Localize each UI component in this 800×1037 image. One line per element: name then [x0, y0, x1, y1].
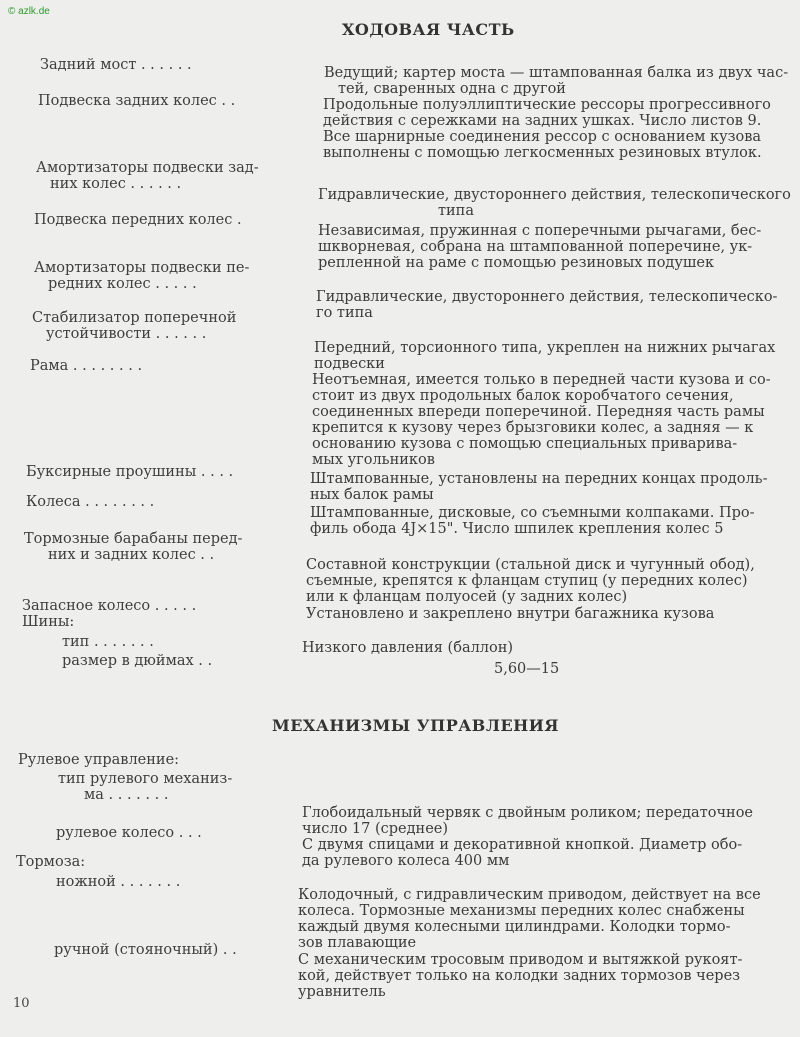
text-line: Тормозные барабаны перед-	[24, 531, 243, 547]
spec-definition	[324, 65, 788, 97]
spec-definition	[298, 887, 761, 951]
text-line: го типа	[316, 305, 373, 321]
spec-definition	[310, 471, 767, 503]
spec-term	[16, 854, 85, 870]
text-line: Гидравлические, двустороннего действия, телескопического	[318, 187, 791, 203]
spec-definition	[298, 952, 742, 1000]
text-line: каждый двумя колесными цилиндрами. Колодки тормо-	[298, 919, 731, 935]
text-line: Неотъемная, имеется только в передней части кузова и со-	[312, 372, 771, 388]
text-line: тей, сваренных одна с другой	[338, 81, 566, 97]
text-line: филь обода 4J×15". Число шпилек крепления колес 5	[310, 521, 724, 537]
text-line: С механическим тросовым приводом и вытяжкой рукоят-	[298, 952, 743, 968]
spec-term	[62, 634, 154, 650]
text-line: размер в дюймах . .	[62, 653, 213, 669]
text-line: редних колес . . . . .	[48, 276, 197, 292]
spec-definition	[310, 505, 755, 537]
spec-term	[36, 160, 259, 192]
text-line: основанию кузова с помощью специальных приварива-	[312, 436, 738, 452]
text-line: Подвеска передних колес .	[34, 212, 242, 228]
text-line: да рулевого колеса 400 мм	[302, 853, 510, 869]
spec-term	[22, 598, 196, 614]
text-line: Буксирные проушины . . . .	[26, 464, 234, 480]
text-line: Независимая, пружинная с поперечными рычагами, бес-	[318, 223, 762, 239]
text-line: стоит из двух продольных балок коробчатого сечения,	[312, 388, 734, 404]
text-line: Составной конструкции (стальной диск и чугунный обод),	[306, 557, 755, 573]
text-line: число 17 (среднее)	[302, 821, 449, 837]
spec-term	[30, 358, 142, 374]
text-line: Установлено и закреплено внутри багажника кузова	[306, 606, 715, 622]
text-line: 5,60—15	[494, 661, 560, 677]
text-line: тип рулевого механиз-	[58, 771, 233, 787]
spec-term	[58, 771, 232, 803]
text-line: них и задних колес . .	[48, 547, 215, 563]
spec-term	[22, 614, 74, 630]
spec-term	[56, 825, 202, 841]
text-line: Передний, торсионного типа, укреплен на нижних рычагах	[314, 340, 776, 356]
text-line: ма . . . . . . .	[84, 787, 169, 803]
spec-definition	[302, 837, 742, 869]
watermark: © azlk.de	[8, 6, 50, 17]
text-line: типа	[438, 203, 474, 219]
text-line: Ведущий; картер моста — штампованная балка из двух час-	[324, 65, 789, 81]
spec-term	[24, 531, 242, 563]
text-line: Штампованные, дисковые, со съемными колпаками. Про-	[310, 505, 755, 521]
text-line: рулевое колесо . . .	[56, 825, 202, 841]
spec-definition	[494, 661, 559, 677]
text-line: кой, действует только на колодки задних тормозов через	[298, 968, 741, 984]
text-line: Амортизаторы подвески пе-	[34, 260, 250, 276]
text-line: Тормоза:	[16, 854, 86, 870]
spec-definition	[312, 372, 771, 468]
text-line: Продольные полуэллиптические рессоры прогрессивного	[323, 97, 771, 113]
spec-term	[62, 653, 212, 669]
text-line: тип . . . . . . .	[62, 634, 154, 650]
text-line: Штампованные, установлены на передних концах продоль-	[310, 471, 768, 487]
text-line: Амортизаторы подвески зад-	[36, 160, 259, 176]
text-line: Колодочный, с гидравлическим приводом, действует на все	[298, 887, 761, 903]
text-line: устойчивости . . . . . .	[46, 326, 207, 342]
text-line: мых угольников	[312, 452, 435, 468]
text-line: съемные, крепятся к фланцам ступиц (у передних колес)	[306, 573, 748, 589]
page-number: 10	[13, 996, 30, 1011]
section-title-running-gear: ХОДОВАЯ ЧАСТЬ	[342, 20, 515, 39]
text-line: Стабилизатор поперечной	[32, 310, 237, 326]
spec-definition	[302, 640, 513, 656]
spec-definition	[302, 805, 753, 837]
spec-term	[32, 310, 236, 342]
text-line: Подвеска задних колес . .	[38, 93, 236, 109]
text-line: или к фланцам полуосей (у задних колес)	[306, 589, 628, 605]
text-line: подвески	[314, 356, 385, 372]
text-line: них колес . . . . . .	[50, 176, 182, 192]
spec-term	[18, 752, 179, 768]
text-line: шкворневая, собрана на штампованной поперечине, ук-	[318, 239, 753, 255]
text-line: репленной на раме с помощью резиновых подушек	[318, 255, 715, 271]
text-line: С двумя спицами и декоративной кнопкой. Диаметр обо-	[302, 837, 743, 853]
text-line: Гидравлические, двустороннего действия, телескопическо-	[316, 289, 778, 305]
text-line: выполнены с помощью легкосменных резиновых втулок.	[323, 145, 762, 161]
text-line: ручной (стояночный) . .	[54, 942, 237, 958]
spec-term	[26, 494, 154, 510]
spec-definition	[318, 223, 761, 271]
text-line: соединенных впереди поперечиной. Передняя часть рамы	[312, 404, 765, 420]
spec-definition	[306, 557, 755, 605]
text-line: действия с сережками на задних ушках. Число листов 9.	[323, 113, 762, 129]
spec-definition	[314, 340, 775, 372]
spec-definition	[323, 97, 771, 161]
spec-definition	[306, 606, 714, 622]
text-line: Низкого давления (баллон)	[302, 640, 514, 656]
spec-definition	[316, 289, 777, 321]
spec-term	[40, 57, 192, 73]
text-line: крепится к кузову через брызговики колес, а задняя — к	[312, 420, 754, 436]
text-line: Рама . . . . . . . .	[30, 358, 143, 374]
text-line: Глобоидальный червяк с двойным роликом; передаточное	[302, 805, 754, 821]
spec-term	[54, 942, 237, 958]
text-line: Все шарнирные соединения рессор с основанием кузова	[323, 129, 762, 145]
text-line: Рулевое управление:	[18, 752, 180, 768]
text-line: Задний мост . . . . . .	[40, 57, 192, 73]
text-line: ножной . . . . . . .	[56, 874, 181, 890]
text-line: Запасное колесо . . . . .	[22, 598, 197, 614]
text-line: зов плавающие	[298, 935, 417, 951]
spec-definition	[318, 187, 791, 219]
text-line: уравнитель	[298, 984, 386, 1000]
spec-term	[56, 874, 180, 890]
spec-term	[34, 212, 242, 228]
text-line: Шины:	[22, 614, 75, 630]
text-line: Колеса . . . . . . . .	[26, 494, 155, 510]
spec-term	[34, 260, 249, 292]
text-line: колеса. Тормозные механизмы передних колес снабжены	[298, 903, 745, 919]
spec-term	[26, 464, 233, 480]
text-line: ных балок рамы	[310, 487, 434, 503]
section-title-controls: МЕХАНИЗМЫ УПРАВЛЕНИЯ	[272, 716, 559, 735]
spec-term	[38, 93, 235, 109]
